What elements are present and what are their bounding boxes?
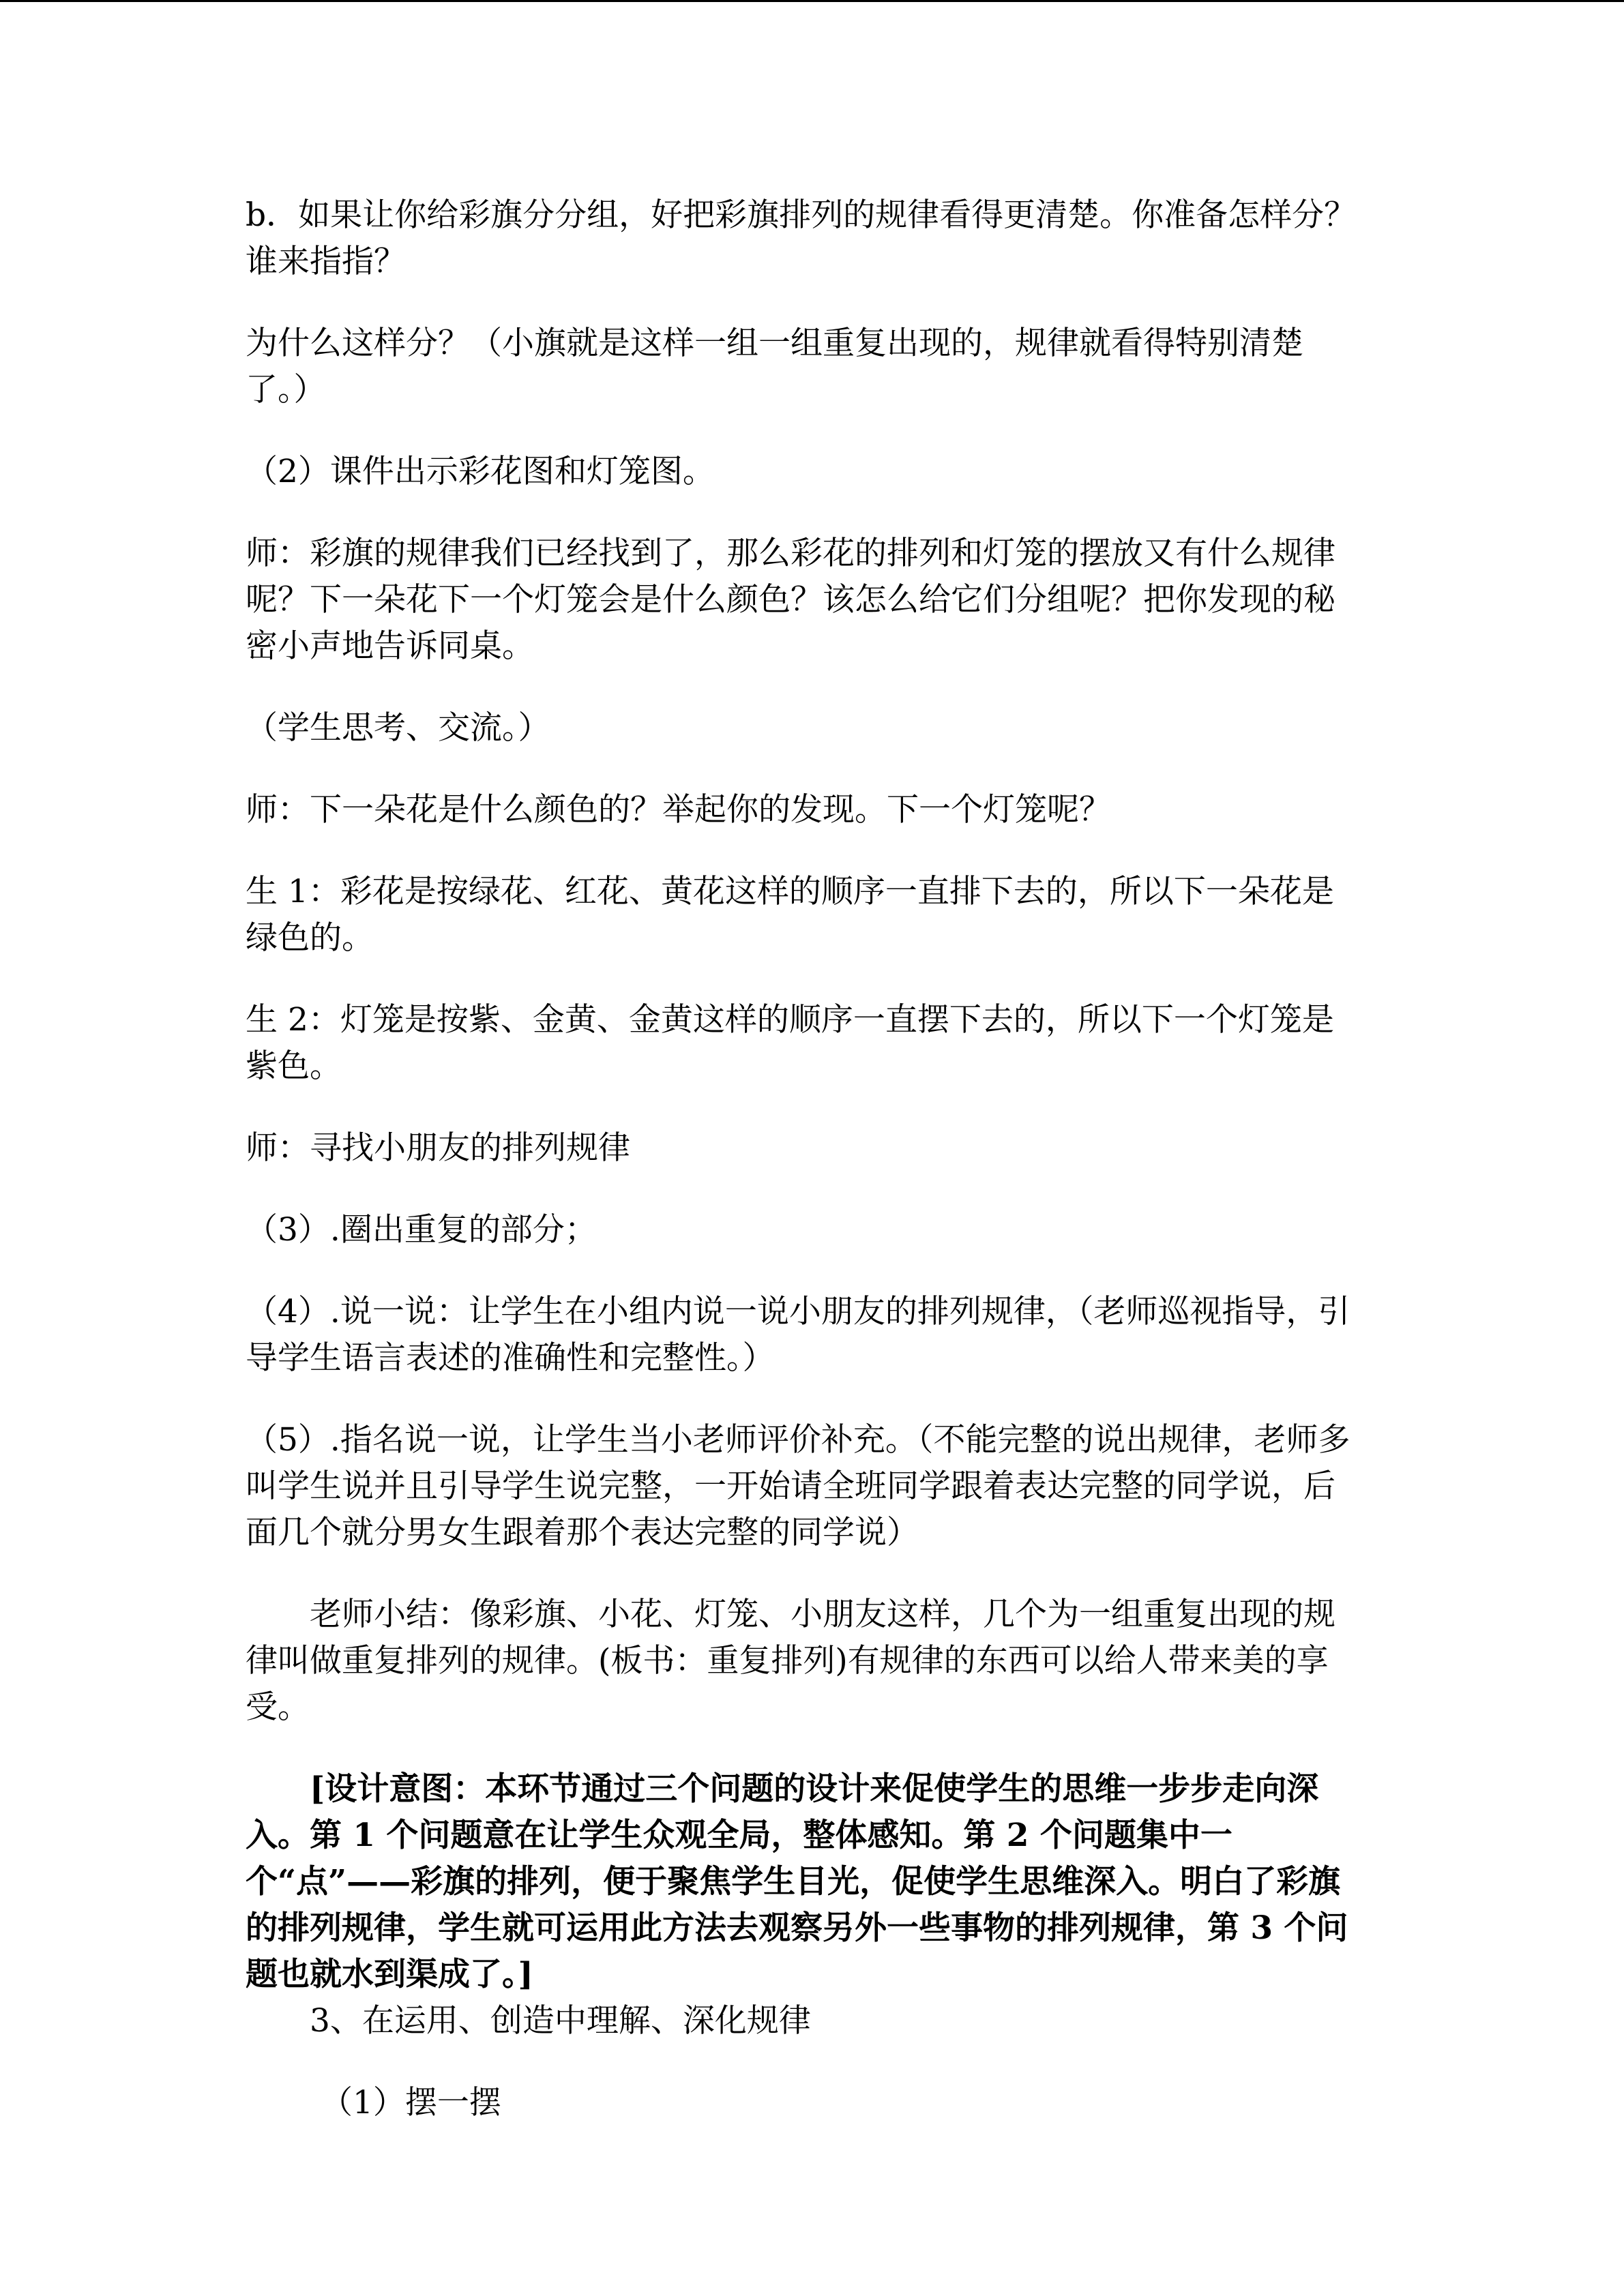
paragraph-grouping-question: b．如果让你给彩旗分分组，好把彩旗排列的规律看得更清楚。你准备怎样分？谁来指指？ bbox=[246, 196, 1357, 280]
paragraph-step-3: （3）.圈出重复的部分； bbox=[246, 1211, 597, 1249]
paragraph-student-2: 生 2：灯笼是按紫、金黄、金黄这样的顺序一直摆下去的，所以下一个灯笼是紫色。 bbox=[246, 1001, 1334, 1085]
paragraph-step-4: （4）.说一说：让学生在小组内说一说小朋友的排列规律，（老师巡视指导，引导学生语言表述的准确性和完整性。） bbox=[246, 1293, 1350, 1377]
design-intent-paragraph: [设计意图：本环节通过三个问题的设计来促使学生的思维一步步走向深入。第 1 个问题意在让学生众观全局，整体感知。第 2 个问题集中一个“点”——彩旗的排列，便于聚焦学生目光，促使学生思维深入。明白了彩旗的排列规律，学生就可运用此方法去观察另外一些事物的排列规律，第 3 个问题也就水到渠成了。] bbox=[246, 1770, 1348, 1993]
page-top-border bbox=[0, 0, 1624, 2]
paragraph-students-discuss: （学生思考、交流。） bbox=[246, 709, 550, 747]
section-heading: 3、在运用、创造中理解、深化规律 bbox=[310, 2002, 811, 2040]
paragraph-student-1: 生 1：彩花是按绿花、红花、黄花这样的顺序一直排下去的，所以下一朵花是绿色的。 bbox=[246, 873, 1334, 957]
document-page bbox=[246, 192, 1364, 2162]
paragraph-courseware-show: （2）课件出示彩花图和灯笼图。 bbox=[246, 453, 715, 490]
paragraph-teacher-summary: 老师小结：像彩旗、小花、灯笼、小朋友这样，几个为一组重复出现的规律叫做重复排列的规律。(板书：重复排列)有规律的东西可以给人带来美的享受。 bbox=[246, 1596, 1335, 1726]
paragraph-teacher-next-flower: 师：下一朵花是什么颜色的？举起你的发现。下一个灯笼呢？ bbox=[246, 791, 1111, 829]
paragraph-teacher-flowers-lanterns: 师：彩旗的规律我们已经找到了，那么彩花的排列和灯笼的摆放又有什么规律呢？下一朵花下一个灯笼会是什么颜色？该怎么给它们分组呢？把你发现的秘密小声地告诉同桌。 bbox=[246, 535, 1335, 665]
paragraph-teacher-children-pattern: 师：寻找小朋友的排列规律 bbox=[246, 1129, 630, 1167]
paragraph-why-group: 为什么这样分？（小旗就是这样一组一组重复出现的，规律就看得特别清楚了。） bbox=[246, 325, 1303, 408]
sub-heading: （1）摆一摆 bbox=[321, 2084, 501, 2121]
paragraph-step-5: （5）.指名说一说，让学生当小老师评价补充。（不能完整的说出规律，老师多叫学生说并且引导学生说完整，一开始请全班同学跟着表达完整的同学说，后面几个就分男女生跟着那个表达完整的同学说） bbox=[246, 1421, 1350, 1551]
